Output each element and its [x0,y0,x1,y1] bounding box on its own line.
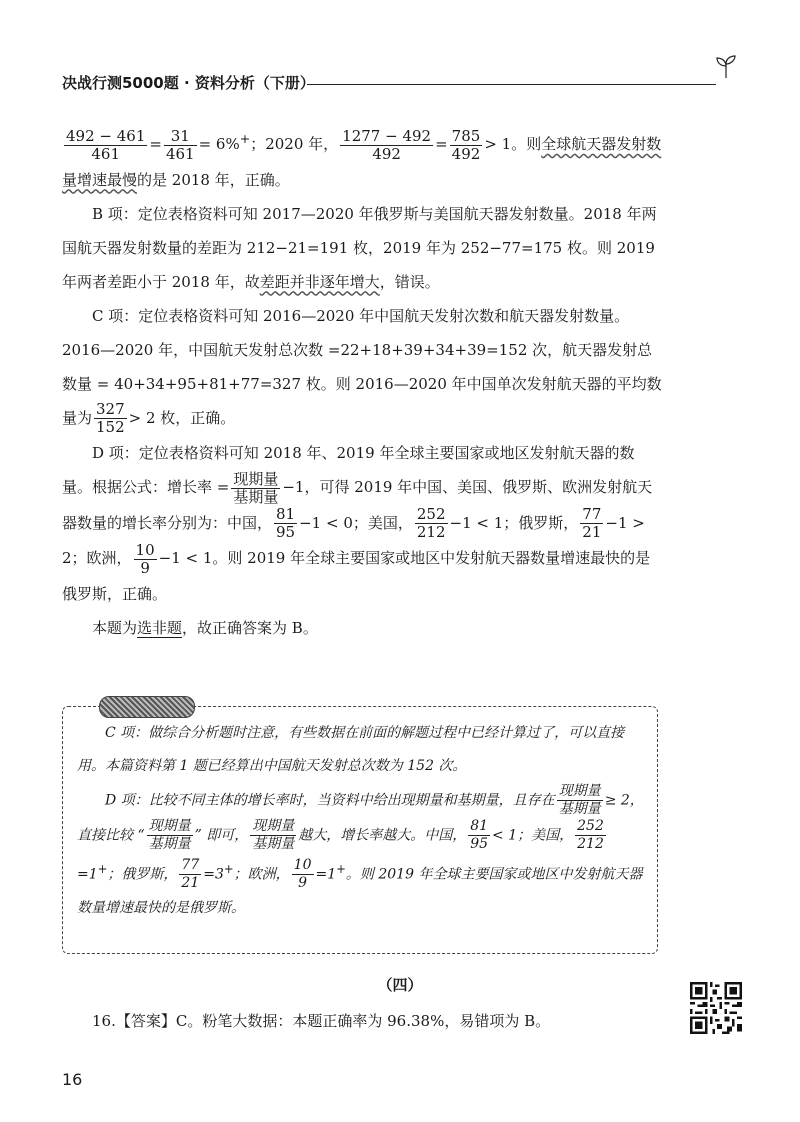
option-c-paragraph: C 项：定位表格资料可知 2016—2020 年中国航天发射次数和航天器发射数量。2016—2020 年，中国航天发射总次数 =22+18+39+34+39=152 次，航天器发射总数量 = 40+34+95+81+77=327 枚。则 2016—2020 年中国单次发射航天器的平均数量为 $\frac{327}{152}$ > 2 枚，正确。 [62,306,662,436]
fraction: $\frac{492 - 461}{461}$ [66,126,146,163]
header-rule [307,84,716,85]
fraction: $\frac{\text{现期量}}{\text{基期量}}$ [252,818,295,852]
fraction: $\frac{10}{9}$ [293,857,312,892]
fraction: $\frac{77}{21}$ [582,505,602,541]
fraction: $\frac{77}{21}$ [181,857,200,892]
tip-box [62,706,658,954]
tip-d: D 项：比较不同主体的增长率时，当资料中给出现期量和基期量，且存在 $\frac{\text{现期量}}{\text{基期量}}$ ≥ 2，直接比较 “ $\frac{\text{现期量}}{\text{基期量}}$ ” 即可， $\frac{\text{现期量}}{\text{基期量}}$ 越大，增长率越大。中国， $\frac{81}{95}$ < 1；美国， $\frac{252}{212}$ =1+；俄罗斯， $\frac{77}{21}$ =3+；欧洲， $\frac{10}{9}$ =1+。则 2019 年全球主要国家或地区中发射航天器数量增速最快的是俄罗斯。 [77,783,644,917]
fraction: $\frac{785}{492}$ [451,126,481,163]
tip-badge-icon [99,696,195,718]
section-heading: （四） [377,976,423,994]
fraction: $\frac{81}{95}$ [470,818,489,852]
option-d-paragraph: D 项：定位表格资料可知 2018 年、2019 年全球主要国家或地区发射航天器的数量。根据公式：增长率 = $\frac{\text{现期量}}{\text{基期量}}$ −1，可得 2019 年中国、美国、俄罗斯、欧洲发射航天器数量的增长率分别为：中国， $\frac{81}{95}$ −1 < 0；美国， $\frac{252}{212}$ −1 < 1；俄罗斯， $\frac{77}{21}$ −1 > 2；欧洲， $\frac{10}{9}$ −1 < 1。则 2019 年全球主要国家或地区中发射航天器数量增速最快的是俄罗斯，正确。 [62,444,653,603]
fraction: $\frac{\text{现期量}}{\text{基期量}}$ [558,783,601,817]
option-a-conclusion: $\frac{492 - 461}{461}$ = $\frac{31}{461}$ = 6%+；2020 年， $\frac{1277 - 492}{492}$ = $\frac{785}{492}$ > 1。则全球航天器发射数量增速最慢的是 2018 年，正确。 [62,126,662,189]
fraction: $\frac{10}{9}$ [135,540,155,577]
fraction: $\frac{81}{95}$ [276,505,296,541]
book-title: 决战行测5000题 · 资料分析（下册） [62,74,315,92]
sprout-icon [714,54,738,80]
page-number: 16 [62,1070,83,1089]
fraction: $\frac{1277 - 492}{492}$ [342,126,432,163]
qr-code-icon[interactable] [690,982,742,1034]
fraction: $\frac{327}{152}$ [96,400,125,436]
answer-tag: 【答案】 [115,1012,176,1030]
question-number: 16. [92,1012,116,1030]
fraction: $\frac{\text{现期量}}{\text{基期量}}$ [148,818,191,852]
tip-c: C 项：做综合分析题时注意，有些数据在前面的解题过程中已经计算过了，可以直接用。本篇资料第 1 题已经算出中国航天发射总次数为 152 次。 [77,725,625,774]
fraction: $\frac{252}{212}$ [416,505,446,541]
answer-text: 。粉笔大数据：本题正确率为 96.38%，易错项为 B。 [187,1012,551,1030]
page-header [62,72,738,98]
fraction: $\frac{252}{212}$ [577,818,604,852]
fraction: $\frac{31}{461}$ [165,126,195,163]
answer-conclusion: 本题为选非题，故正确答案为 B。 [92,618,318,637]
fraction: $\frac{\text{现期量}}{\text{基期量}}$ [233,469,279,506]
explanation-body [62,122,662,645]
answer-letter: C [175,1012,188,1030]
option-b-paragraph: B 项：定位表格资料可知 2017—2020 年俄罗斯与美国航天器发射数量。2018 年两国航天器发射数量的差距为 212−21=191 枚，2019 年为 252−77=175 枚。则 2019 年两者差距小于 2018 年，故差距并非逐年增大，错误。 [62,204,657,291]
tip-text [77,717,645,925]
answer-line [92,1010,550,1031]
